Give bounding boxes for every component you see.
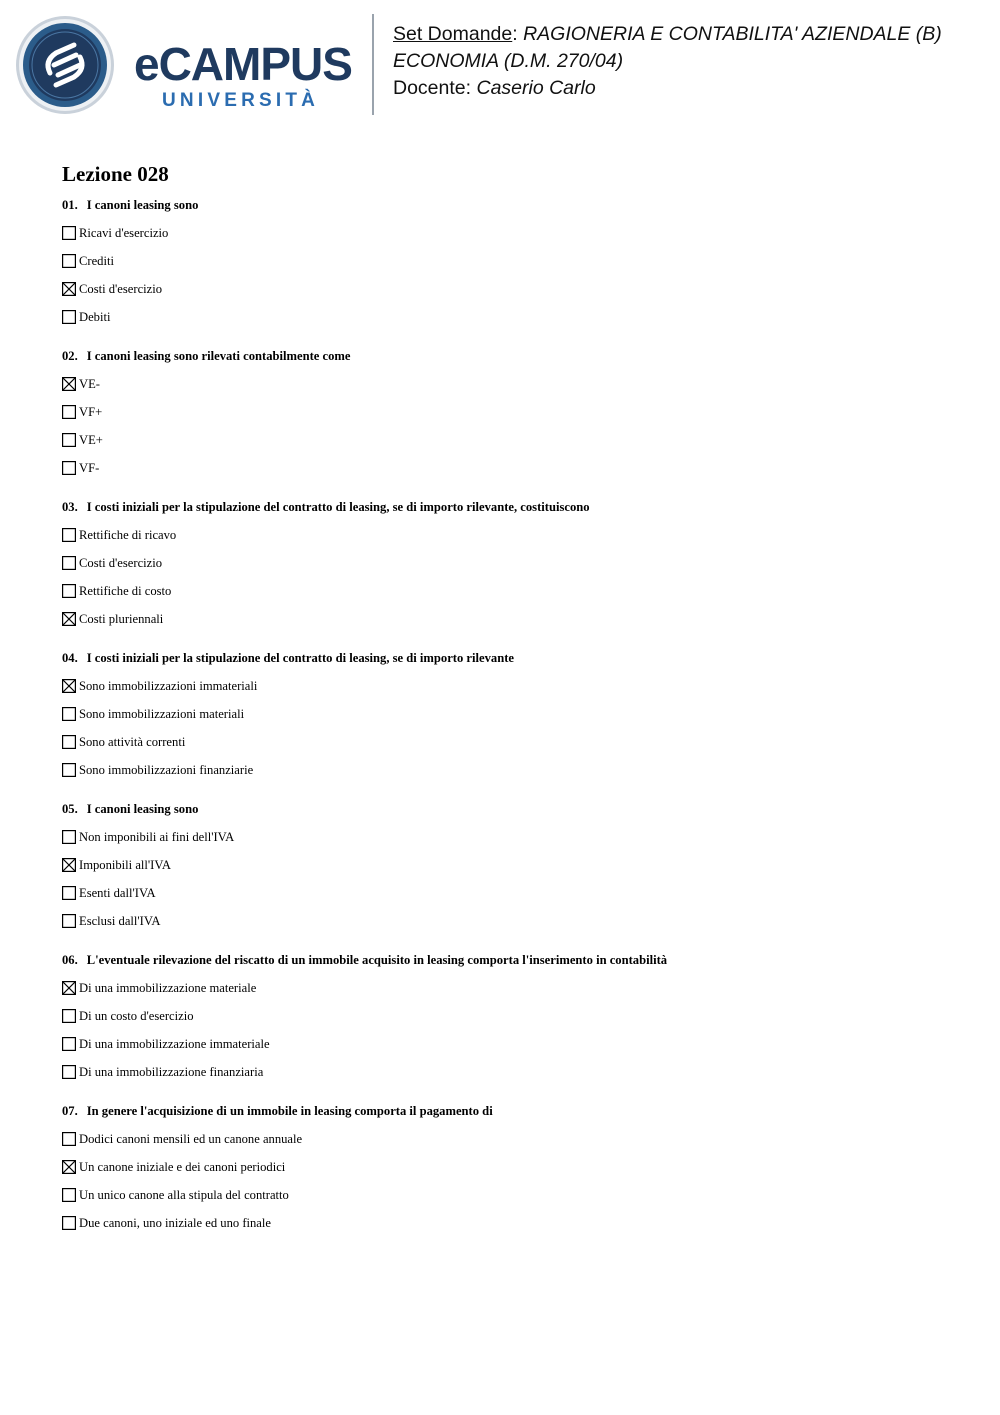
answer-option[interactable] bbox=[62, 1153, 962, 1181]
checkbox-icon[interactable] bbox=[62, 735, 76, 749]
answer-option-label: Esclusi dall'IVA bbox=[79, 914, 161, 928]
course-line-1 bbox=[393, 21, 993, 48]
answer-option-label: Ricavi d'esercizio bbox=[79, 226, 169, 240]
question-prompt: I canoni leasing sono bbox=[86, 802, 199, 816]
document-header bbox=[0, 0, 1000, 125]
answer-option[interactable] bbox=[62, 1209, 962, 1237]
answer-option-label: Di una immobilizzazione finanziaria bbox=[79, 1065, 264, 1079]
question-text bbox=[62, 1102, 962, 1120]
course-name: RAGIONERIA E CONTABILITA' AZIENDALE (B) bbox=[523, 23, 942, 45]
answer-option[interactable] bbox=[62, 1030, 962, 1058]
question-3 bbox=[62, 498, 962, 633]
answer-option-label: Sono attività correnti bbox=[79, 735, 186, 749]
course-degree: ECONOMIA (D.M. 270/04) bbox=[393, 50, 624, 72]
answer-option[interactable] bbox=[62, 370, 962, 398]
brand-name: eCAMPUS bbox=[134, 40, 352, 90]
question-number: 04. bbox=[62, 651, 78, 665]
question-number: 05. bbox=[62, 802, 78, 816]
checkbox-icon[interactable] bbox=[62, 254, 76, 268]
checkbox-icon[interactable] bbox=[62, 226, 76, 240]
question-prompt: I costi iniziali per la stipulazione del contratto di leasing, se di importo rilevante, costituiscono bbox=[86, 500, 590, 514]
question-number: 06. bbox=[62, 953, 78, 967]
answer-option-label: Costi d'esercizio bbox=[79, 282, 163, 296]
answer-option[interactable] bbox=[62, 1125, 962, 1153]
answer-option[interactable] bbox=[62, 879, 962, 907]
answer-option-label: Non imponibili ai fini dell'IVA bbox=[79, 830, 235, 844]
answer-option-label: Di una immobilizzazione materiale bbox=[79, 981, 257, 995]
answer-option[interactable] bbox=[62, 907, 962, 935]
checked-box-icon[interactable] bbox=[62, 1160, 76, 1174]
answer-option[interactable] bbox=[62, 605, 962, 633]
answer-option-label: Esenti dall'IVA bbox=[79, 886, 156, 900]
checkbox-icon[interactable] bbox=[62, 405, 76, 419]
answer-option-label: VE- bbox=[79, 377, 100, 391]
checkbox-icon[interactable] bbox=[62, 433, 76, 447]
checkbox-icon[interactable] bbox=[62, 310, 76, 324]
answer-option[interactable] bbox=[62, 398, 962, 426]
checkbox-icon[interactable] bbox=[62, 1065, 76, 1079]
answer-option[interactable] bbox=[62, 1181, 962, 1209]
brand-subtitle: UNIVERSITÀ bbox=[162, 90, 320, 111]
answer-option[interactable] bbox=[62, 275, 962, 303]
answer-option-label: Un canone iniziale e dei canoni periodici bbox=[79, 1160, 286, 1174]
answer-option-label: Un unico canone alla stipula del contratto bbox=[79, 1188, 289, 1202]
answer-option[interactable] bbox=[62, 728, 962, 756]
question-prompt: L'eventuale rilevazione del riscatto di un immobile acquisito in leasing comporta l'inserimento in contabilità bbox=[86, 953, 668, 967]
checked-box-icon[interactable] bbox=[62, 981, 76, 995]
question-number: 07. bbox=[62, 1104, 78, 1118]
answer-option-label: Dodici canoni mensili ed un canone annuale bbox=[79, 1132, 303, 1146]
question-text bbox=[62, 800, 962, 818]
question-7 bbox=[62, 1102, 962, 1237]
checkbox-icon[interactable] bbox=[62, 886, 76, 900]
question-list bbox=[62, 196, 962, 1237]
checkbox-icon[interactable] bbox=[62, 1132, 76, 1146]
answer-option-label: Crediti bbox=[79, 254, 114, 268]
answer-option-label: Sono immobilizzazioni finanziarie bbox=[79, 763, 254, 777]
question-1 bbox=[62, 196, 962, 331]
answer-option-label: Rettifiche di ricavo bbox=[79, 528, 177, 542]
answer-option-label: Costi pluriennali bbox=[79, 612, 164, 626]
question-text bbox=[62, 347, 962, 365]
answer-option[interactable] bbox=[62, 219, 962, 247]
checkbox-icon[interactable] bbox=[62, 830, 76, 844]
answer-option[interactable] bbox=[62, 247, 962, 275]
checkbox-icon[interactable] bbox=[62, 1037, 76, 1051]
checked-box-icon[interactable] bbox=[62, 858, 76, 872]
checked-box-icon[interactable] bbox=[62, 679, 76, 693]
question-5 bbox=[62, 800, 962, 935]
checked-box-icon[interactable] bbox=[62, 377, 76, 391]
question-4 bbox=[62, 649, 962, 784]
question-prompt: In genere l'acquisizione di un immobile in leasing comporta il pagamento di bbox=[86, 1104, 493, 1118]
course-info bbox=[393, 21, 993, 102]
checkbox-icon[interactable] bbox=[62, 763, 76, 777]
answer-option[interactable] bbox=[62, 426, 962, 454]
answer-option-label: Di un costo d'esercizio bbox=[79, 1009, 194, 1023]
course-line-2 bbox=[393, 48, 993, 75]
checkbox-icon[interactable] bbox=[62, 556, 76, 570]
answer-option-label: VE+ bbox=[79, 433, 103, 447]
checkbox-icon[interactable] bbox=[62, 1009, 76, 1023]
header-divider bbox=[372, 14, 374, 115]
question-number: 01. bbox=[62, 198, 78, 212]
answer-option[interactable] bbox=[62, 823, 962, 851]
checked-box-icon[interactable] bbox=[62, 612, 76, 626]
answer-option-label: Debiti bbox=[79, 310, 111, 324]
answer-option-label: Sono immobilizzazioni materiali bbox=[79, 707, 245, 721]
question-prompt: I canoni leasing sono rilevati contabilmente come bbox=[86, 349, 351, 363]
question-text bbox=[62, 498, 962, 516]
answer-option[interactable] bbox=[62, 672, 962, 700]
set-label: Set Domande bbox=[393, 23, 513, 45]
checkbox-icon[interactable] bbox=[62, 1188, 76, 1202]
answer-option[interactable] bbox=[62, 974, 962, 1002]
answer-option-label: Imponibili all'IVA bbox=[79, 858, 171, 872]
question-text bbox=[62, 196, 962, 214]
answer-option-label: Rettifiche di costo bbox=[79, 584, 172, 598]
teacher-line bbox=[393, 75, 993, 102]
question-2 bbox=[62, 347, 962, 482]
answer-option-label: Costi d'esercizio bbox=[79, 556, 163, 570]
answer-option[interactable] bbox=[62, 1002, 962, 1030]
checkbox-icon[interactable] bbox=[62, 584, 76, 598]
checkbox-icon[interactable] bbox=[62, 528, 76, 542]
question-6 bbox=[62, 951, 962, 1086]
checkbox-icon[interactable] bbox=[62, 461, 76, 475]
answer-option[interactable] bbox=[62, 756, 962, 784]
set-separator: : bbox=[512, 23, 518, 45]
question-set bbox=[62, 160, 962, 1253]
teacher-name: Caserio Carlo bbox=[476, 77, 596, 99]
ecampus-wordmark-graphic bbox=[132, 40, 356, 112]
answer-option[interactable] bbox=[62, 851, 962, 879]
checkbox-icon[interactable] bbox=[62, 914, 76, 928]
ecampus-wordmark-logo bbox=[132, 40, 356, 112]
checkbox-icon[interactable] bbox=[62, 1216, 76, 1230]
answer-option[interactable] bbox=[62, 454, 962, 482]
answer-option[interactable] bbox=[62, 700, 962, 728]
teacher-label: Docente: bbox=[393, 77, 472, 99]
answer-option-label: VF- bbox=[79, 461, 100, 475]
answer-option[interactable] bbox=[62, 1058, 962, 1086]
question-prompt: I canoni leasing sono bbox=[86, 198, 199, 212]
question-number: 02. bbox=[62, 349, 78, 363]
checked-box-icon[interactable] bbox=[62, 282, 76, 296]
question-number: 03. bbox=[62, 500, 78, 514]
answer-option[interactable] bbox=[62, 303, 962, 331]
answer-option-label: Di una immobilizzazione immateriale bbox=[79, 1037, 270, 1051]
answer-option-label: Sono immobilizzazioni immateriali bbox=[79, 679, 258, 693]
lesson-title: Lezione 028 bbox=[62, 162, 169, 186]
question-prompt: I costi iniziali per la stipulazione del contratto di leasing, se di importo rilevante bbox=[86, 651, 514, 665]
university-seal-logo bbox=[14, 15, 116, 115]
checkbox-icon[interactable] bbox=[62, 707, 76, 721]
answer-option-label: Due canoni, uno iniziale ed uno finale bbox=[79, 1216, 271, 1230]
answer-option[interactable] bbox=[62, 577, 962, 605]
answer-option[interactable] bbox=[62, 549, 962, 577]
answer-option-label: VF+ bbox=[79, 405, 103, 419]
answer-option[interactable] bbox=[62, 521, 962, 549]
question-text bbox=[62, 951, 962, 969]
question-text bbox=[62, 649, 962, 667]
